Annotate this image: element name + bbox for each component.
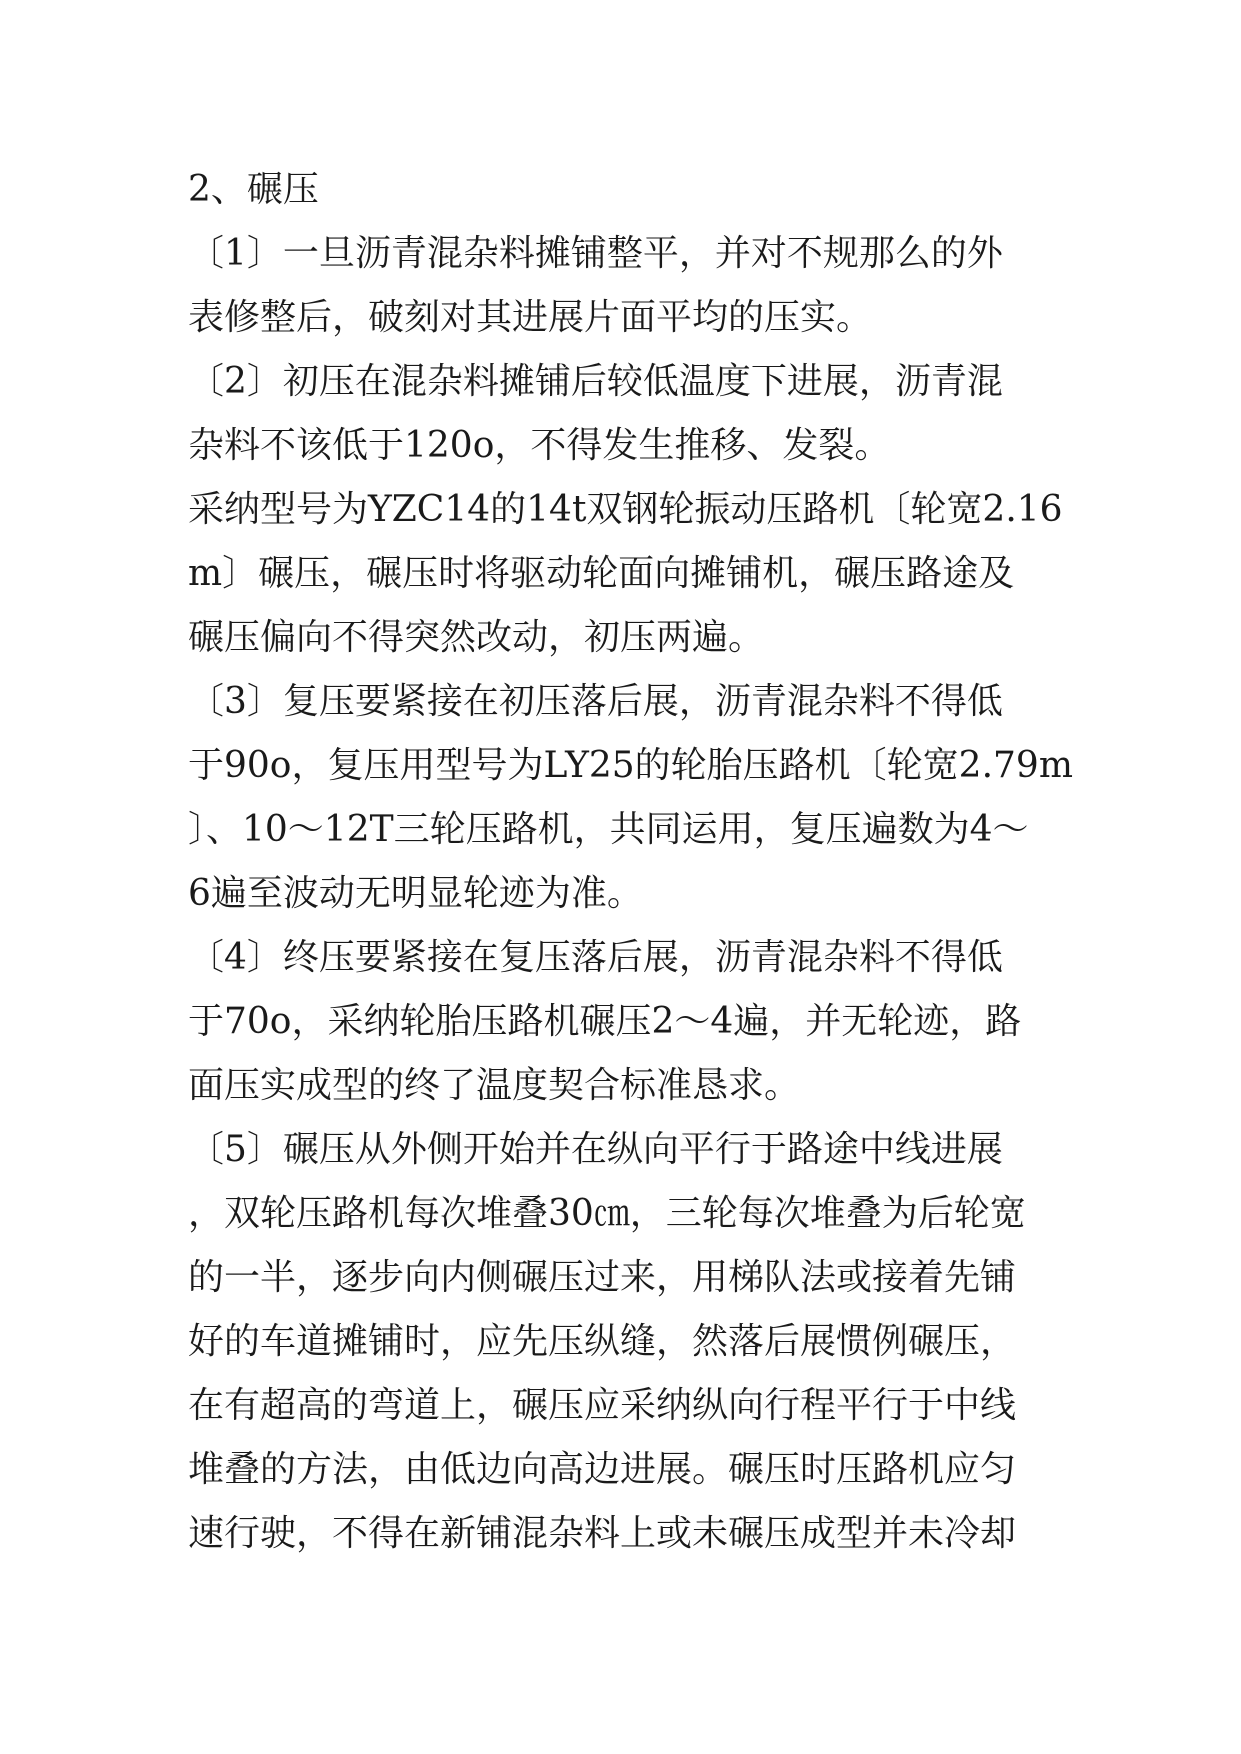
text-line: 〔2〕初压在混杂料摊铺后较低温度下进展，沥青混 [188,361,1003,402]
text-line: 〔5〕碾压从外侧开始并在纵向平行于路途中线进展 [188,1129,1003,1170]
text-line: 碾压偏向不得突然改动，初压两遍。 [188,617,765,658]
text-line: 好的车道摊铺时，应先压纵缝，然落后展惯例碾压， [188,1321,1017,1362]
text-line: 〔4〕终压要紧接在复压落后展，沥青混杂料不得低 [188,937,1003,978]
text-line: 的一半，逐步向内侧碾压过来，用梯队法或接着先铺 [188,1257,1017,1298]
text-line: 于90o，复压用型号为LY25的轮胎压路机〔轮宽2.79m [188,745,1073,786]
section-heading: 2、碾压 [188,169,319,210]
text-line: 〕、10～12T三轮压路机，共同运用，复压遍数为4～ [188,809,1029,850]
text-line: 在有超高的弯道上，碾压应采纳纵向行程平行于中线 [188,1385,1017,1426]
body-text [188,158,1073,1566]
text-line: 表修整后，破刻对其进展片面平均的压实。 [188,297,873,338]
text-line: 〔3〕复压要紧接在初压落后展，沥青混杂料不得低 [188,681,1003,722]
text-line: 堆叠的方法，由低边向高边进展。碾压时压路机应匀 [188,1449,1017,1490]
text-line: 〔1〕一旦沥青混杂料摊铺整平，并对不规那么的外 [188,233,1003,274]
text-line: 面压实成型的终了温度契合标准恳求。 [188,1065,801,1106]
text-line: 杂料不该低于120o，不得发生推移、发裂。 [188,425,891,466]
text-line: m〕碾压，碾压时将驱动轮面向摊铺机，碾压路途及 [188,553,1015,594]
text-line: 速行驶，不得在新铺混杂料上或未碾压成型并未冷却 [188,1513,1017,1554]
text-line: ，双轮压路机每次堆叠30㎝，三轮每次堆叠为后轮宽 [188,1193,1026,1234]
text-line: 6遍至波动无明显轮迹为准。 [188,873,643,914]
text-line: 于70o，采纳轮胎压路机碾压2～4遍，并无轮迹，路 [188,1001,1022,1042]
text-line: 采纳型号为YZC14的14t双钢轮振动压路机〔轮宽2.16 [188,489,1063,530]
